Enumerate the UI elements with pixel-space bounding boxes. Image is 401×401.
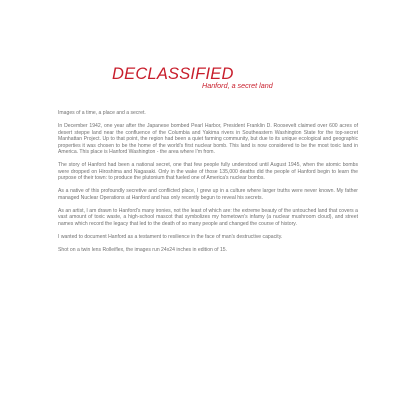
page-title: DECLASSIFIED bbox=[112, 65, 234, 83]
paragraph-native: As a native of this profoundly secretive and conflicted place, I grew up in a culture where larger truths were never known. My father managed Nuclear Operations at Hanford and has only recently begun to reveal his secrets. bbox=[58, 188, 358, 201]
paragraph-intro: Images of a time, a place and a secret. bbox=[58, 110, 146, 116]
paragraph-purpose: I wanted to document Hanford as a testament to resilience in the face of man's destructive capacity. bbox=[58, 233, 283, 240]
page-subtitle: Hanford, a secret land bbox=[202, 81, 273, 90]
paragraph-artist: As an artist, I am drawn to Hanford's many ironies, not the least of which are: the extreme beauty of the untouched land that covers a vast amount of toxic waste, a high-school mascot that symbolizes my hometown's infamy (a nuclear mushroom cloud), and street names which record the legacy that led to the death of so many people and changed the course of history. bbox=[58, 207, 358, 227]
paragraph-history: In December 1942, one year after the Japanese bombed Pearl Harbor, President Franklin D. Roosevelt claimed over 600 acres of desert steppe land near the confluence of the Columbia and Yakima rivers in Southeastern Washington State for the top-secret Manhattan Project. Up to that point, the region had been a quiet farming community, but due to its unique ecological and geographic properties it was chosen to be the home of the world's first nuclear bomb. This land is now considered to be the most toxic land in America. This place is Hanford Washington - the area where I'm from. bbox=[58, 123, 358, 156]
paragraph-technical: Shot on a twin lens Rolleiflex, the images run 24x24 inches in edition of 15. bbox=[58, 247, 228, 254]
paragraph-secret: The story of Hanford had been a national secret, one that few people fully understood until August 1945, when the atomic bombs were dropped on Hiroshima and Nagasaki. Only in the wake of those 135,000 deaths did the people of Hanford begin to learn the purpose of their town: to produce the plutonium that fueled one of America's nuclear bombs. bbox=[58, 162, 358, 182]
header bbox=[112, 65, 312, 90]
body-text bbox=[58, 110, 358, 260]
